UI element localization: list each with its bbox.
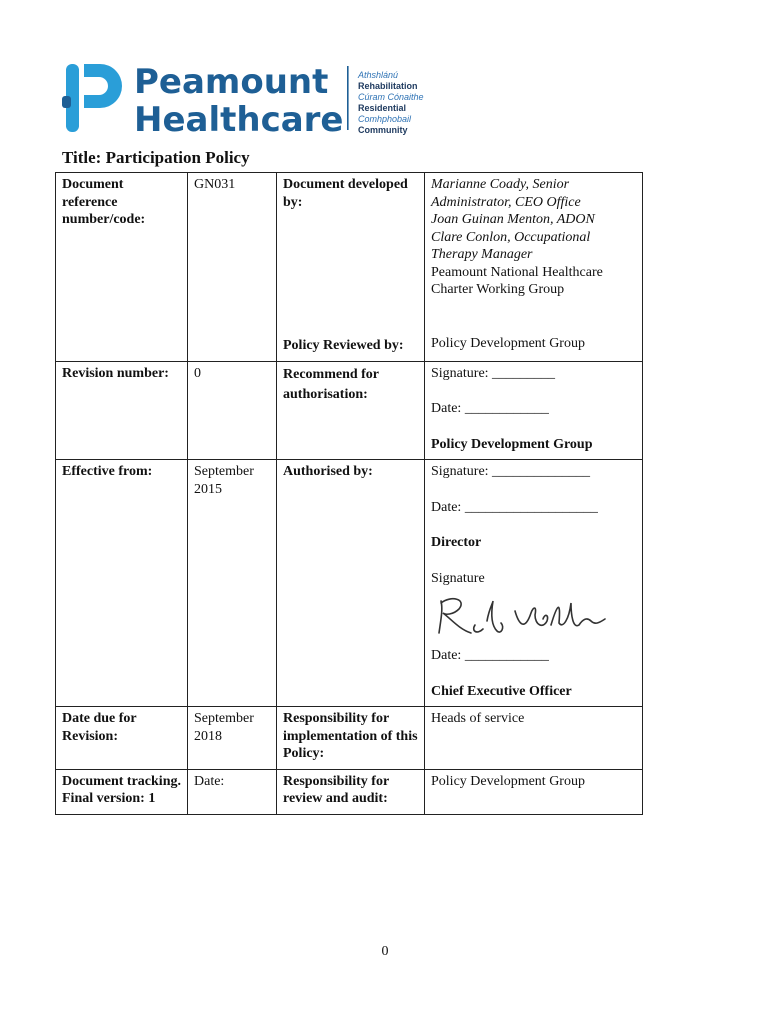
document-control-table xyxy=(55,172,643,815)
authorised-signature: Signature: ______________ xyxy=(431,464,591,479)
effective-label: Effective from: xyxy=(56,460,188,707)
due-label: Date due for Revision: xyxy=(56,707,188,770)
audit-value: Policy Development Group xyxy=(425,769,643,814)
table-row-effective xyxy=(56,460,643,707)
table-row-revision xyxy=(56,361,643,460)
reviewed-by-label: Policy Reviewed by: xyxy=(283,338,404,353)
tracking-value: Date: xyxy=(188,769,277,814)
handwritten-signature xyxy=(431,595,611,641)
audit-label: Responsibility for review and audit: xyxy=(277,769,425,814)
service-5: Comhphobail xyxy=(358,114,412,124)
recommend-label: Recommend for authorisation: xyxy=(277,361,425,460)
implementation-label: Responsibility for implementation of this Policy: xyxy=(277,707,425,770)
reference-label: Document reference number/code: xyxy=(56,173,188,362)
due-value: September 2018 xyxy=(188,707,277,770)
service-3: Cúram Cónaithe xyxy=(358,92,424,102)
director-label: Director xyxy=(431,535,482,550)
tracking-label: Document tracking. xyxy=(62,773,181,789)
developer-3: Clare Conlon, Occupational Therapy Manager xyxy=(431,229,591,262)
signature-label: Signature xyxy=(431,570,485,586)
table-row-tracking xyxy=(56,769,643,814)
developer-2: Joan Guinan Menton, ADON xyxy=(431,212,595,227)
authorised-date: Date: ___________________ xyxy=(431,499,598,515)
recommend-date: Date: ____________ xyxy=(431,401,549,416)
recommend-group: Policy Development Group xyxy=(431,436,593,452)
service-1: Athshlánú xyxy=(358,70,399,80)
developer-1: Marianne Coady, Senior Administrator, CEO Office xyxy=(431,177,581,210)
authorised-date-2: Date: ____________ xyxy=(431,648,549,663)
authorised-label: Authorised by: xyxy=(277,460,425,707)
table-row-reference xyxy=(56,173,643,362)
revision-label: Revision number: xyxy=(56,361,188,460)
table-row-due xyxy=(56,707,643,770)
brand-line-2: Healthcare xyxy=(134,100,344,136)
peamount-healthcare-logo xyxy=(62,60,442,136)
reference-value: GN031 xyxy=(188,173,277,362)
service-6: Community xyxy=(358,125,408,135)
service-4: Residential xyxy=(358,103,407,113)
service-2: Rehabilitation xyxy=(358,81,418,91)
brand-line-1: Peamount xyxy=(134,62,329,102)
developed-by-label: Document developed by: xyxy=(283,177,408,210)
revision-value: 0 xyxy=(188,361,277,460)
ceo-label: Chief Executive Officer xyxy=(431,683,572,699)
page-number: 0 xyxy=(381,944,389,959)
final-version-label: Final version: 1 xyxy=(62,791,156,806)
reviewed-by-value: Policy Development Group xyxy=(431,335,585,351)
effective-value: September 2015 xyxy=(188,460,277,707)
recommend-signature: Signature: _________ xyxy=(431,365,556,381)
implementation-value: Heads of service xyxy=(425,707,643,770)
page-title: Title: Participation Policy xyxy=(62,148,250,167)
developer-4: Peamount National Healthcare Charter Working Group xyxy=(431,264,603,297)
